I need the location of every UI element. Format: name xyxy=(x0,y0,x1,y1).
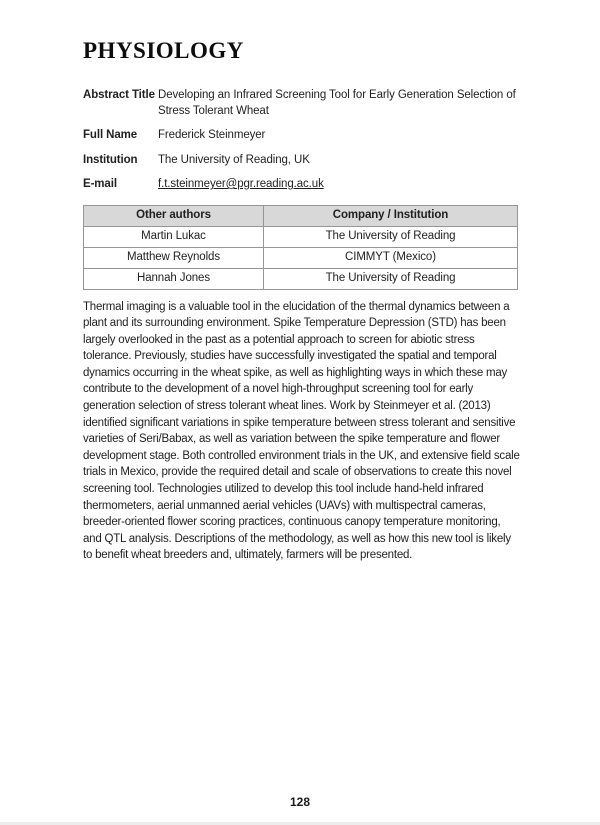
author-name-cell: Hannah Jones xyxy=(84,268,264,289)
author-institution-cell: The University of Reading xyxy=(264,226,518,247)
metadata-fields xyxy=(83,88,518,193)
field-full-name xyxy=(83,128,518,144)
abstract-text: Thermal imaging is a valuable tool in the elucidation of the thermal dynamics between a plant and its surrounding environment. Spike Temperature Depression (STD) has been largely overlooked in the past as a potential approach to screen for abiotic stress tolerance. Previously, studies have successfully investigated the spatial and temporal dynamics occurring in the wheat spike, as well as highlighting ways in which these may contribute to the development of a novel high-throughput screening tool for early generation selection of stress tolerant wheat lines. Work by Steinmeyer et al. (2013) identified significant variations in spike temperature between stress tolerant and sensitive varieties of Seri/Babax, as well as variation between the spike temperature and flower development stage. Both controlled environment trials in the UK, and extensive field scale trials in Mexico, provide the required detail and scale of observations to create this novel screening tool. Technologies utilized to develop this tool include hand-held infrared thermometers, aerial unmanned aerial vehicles (UAVs) with multispectral cameras, breeder-oriented flower scoring practices, continuous canopy temperature monitoring, and QTL analysis. Descriptions of the methodology, as well as how this new tool is likely to benefit wheat breeders and, ultimately, farmers will be presented. xyxy=(83,300,520,562)
author-institution-cell: The University of Reading xyxy=(264,268,518,289)
abstract-title-label: Abstract Title xyxy=(83,89,155,101)
author-name-cell: Martin Lukac xyxy=(84,226,264,247)
author-institution-cell: CIMMYT (Mexico) xyxy=(264,247,518,268)
email-link[interactable]: f.t.steinmeyer@pgr.reading.ac.uk xyxy=(158,178,324,190)
table-row xyxy=(84,247,518,268)
column-header-other-authors: Other authors xyxy=(84,205,264,226)
abstract-title-value: Developing an Infrared Screening Tool for Early Generation Selection of Stress Tolerant Wheat xyxy=(158,89,516,117)
authors-table xyxy=(83,205,518,290)
page-number: 128 xyxy=(289,795,311,809)
institution-value: The University of Reading, UK xyxy=(158,153,310,166)
column-header-company-institution: Company / Institution xyxy=(264,205,518,226)
table-row xyxy=(84,226,518,247)
table-row xyxy=(84,268,518,289)
institution-label: Institution xyxy=(83,153,138,166)
field-abstract-title xyxy=(83,88,518,119)
author-name-cell: Matthew Reynolds xyxy=(84,247,264,268)
authors-table-header-row xyxy=(84,205,518,226)
full-name-label: Full Name xyxy=(83,129,138,141)
section-heading: PHYSIOLOGY xyxy=(83,38,244,63)
full-name-value: Frederick Steinmeyer xyxy=(158,129,266,141)
field-institution xyxy=(83,153,518,169)
field-email xyxy=(83,177,518,193)
email-label: E-mail xyxy=(83,178,117,190)
